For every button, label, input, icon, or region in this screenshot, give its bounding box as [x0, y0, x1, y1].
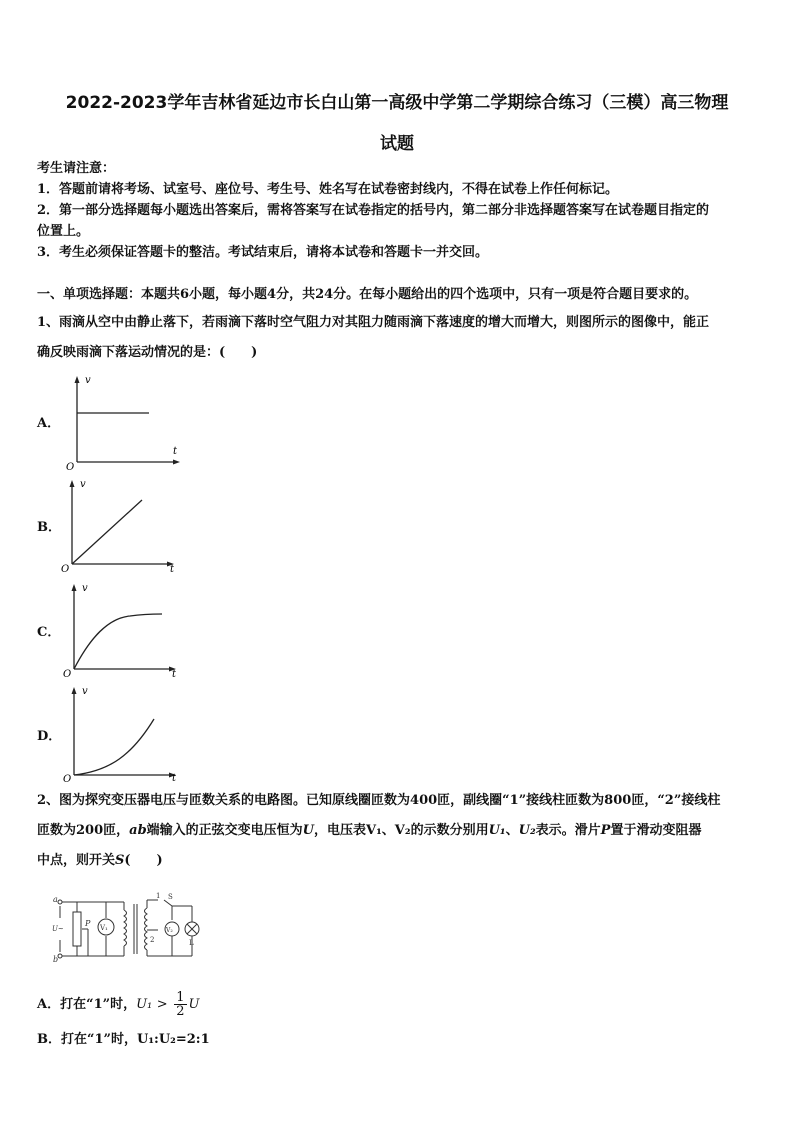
exam-title-line1: 2022-2023学年吉林省延边市长白山第一高级中学第二学期综合练习（三模）高三物理 [65, 93, 729, 113]
v-axis-arrow [72, 687, 77, 694]
v-label: v [82, 583, 88, 594]
transformer-circuit-diagram [44, 890, 204, 968]
notice-heading: 考生请注意： [37, 161, 116, 176]
notice-item-2-cont: 位置上。 [37, 224, 90, 239]
svg-text:P: P [85, 919, 91, 928]
origin-label: O [66, 462, 75, 472]
svg-text:a: a [53, 895, 58, 904]
svg-text:V₁: V₁ [100, 924, 108, 932]
notice-item-3: 3．考生必须保证答题卡的整洁。考试结束后，请将本试卷和答题卡一并交回。 [37, 245, 489, 260]
q2-stem-line2: 匝数为200匝，ab端输入的正弦交变电压恒为U，电压表V₁、V₂的示数分别用U₁、U₂表示。滑片P置于滑动变阻器 [37, 823, 702, 838]
q1-stem-line2: 确反映雨滴下落运动情况的是：( ) [37, 345, 258, 360]
q1-option-b-graph [60, 476, 190, 576]
v-axis-arrow [70, 480, 75, 487]
q1-option-c-graph [60, 580, 190, 680]
svg-text:S: S [168, 893, 173, 901]
curve-linear [72, 500, 142, 564]
curve-saturating [74, 614, 162, 669]
curve-accelerating [74, 719, 154, 775]
v-label: v [82, 686, 88, 697]
origin-label: O [63, 669, 72, 680]
exam-title-line2: 试题 [380, 134, 414, 154]
notice-item-2: 2．第一部分选择题每小题选出答案后，需将答案写在试卷指定的括号内，第二部分非选择题答案写在试卷题目指定的 [37, 203, 710, 218]
svg-text:V₂: V₂ [166, 927, 173, 934]
svg-text:1: 1 [156, 892, 161, 900]
svg-text:L: L [189, 939, 194, 947]
q2-stem-line3: 中点，则开关S( ) [37, 853, 163, 868]
q1-option-a-label: A． [37, 416, 61, 431]
v-label: v [80, 479, 86, 490]
q2-option-b: B．打在“1”时，U₁:U₂=2:1 [37, 1032, 210, 1047]
q1-option-d-graph [60, 683, 190, 783]
origin-label: O [63, 774, 72, 783]
t-label: t [173, 446, 178, 457]
svg-text:U~: U~ [52, 925, 64, 933]
t-label: t [172, 773, 177, 783]
svg-text:b: b [53, 955, 59, 964]
q1-option-c-label: C． [37, 625, 61, 640]
t-label: t [170, 564, 175, 575]
notice-item-1: 1．答题前请将考场、试室号、座位号、考生号、姓名写在试卷密封线内，不得在试卷上作任何标记。 [37, 182, 619, 197]
t-label: t [172, 669, 177, 680]
q1-option-a-graph [60, 372, 190, 472]
svg-text:2: 2 [150, 936, 155, 944]
q2-stem-line1: 2、图为探究变压器电压与匝数关系的电路图。已知原线圈匝数为400匝，副线圈“1”接线柱匝数为800匝，“2”接线柱 [37, 793, 721, 808]
q2-option-a: A．打在“1”时，U₁ > $\frac{1}{2}$ U [37, 990, 200, 1019]
v-axis-arrow [72, 584, 77, 591]
section-header: 一、单项选择题：本题共6小题，每小题4分，共24分。在每小题给出的四个选项中，只有一项是符合题目要求的。 [37, 287, 698, 302]
origin-label: O [61, 564, 70, 575]
v-axis-arrow [75, 376, 80, 383]
q1-option-b-label: B． [37, 520, 61, 535]
q1-stem-line1: 1、雨滴从空中由静止落下，若雨滴下落时空气阻力对其阻力随雨滴下落速度的增大而增大，则图所示的图像中，能正 [37, 315, 710, 330]
v-label: v [85, 375, 91, 386]
t-axis-arrow [173, 460, 180, 465]
q1-option-d-label: D． [37, 729, 62, 744]
